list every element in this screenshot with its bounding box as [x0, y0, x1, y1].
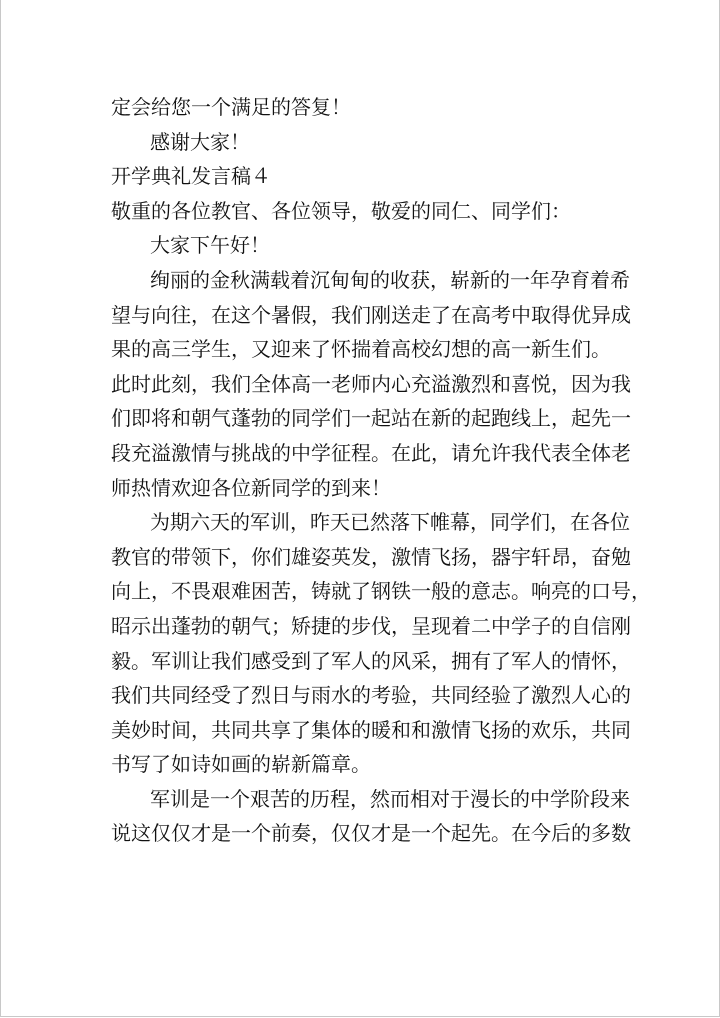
section-heading: 开学典礼发言稿４	[111, 164, 271, 189]
text-line: 此时此刻，我们全体高一老师内心充溢激烈和喜悦，因为我	[111, 371, 631, 396]
text-line: 定会给您一个满足的答复！	[111, 95, 351, 119]
text-line: 教官的带领下，你们雄姿英发，激情飞扬，器宇轩昂，奋勉	[111, 544, 631, 569]
salutation: 敬重的各位教官、各位领导，敬爱的同仁、同学们：	[111, 198, 571, 223]
text-line: 绚丽的金秋满载着沉甸甸的收获，崭新的一年孕育着希	[150, 267, 630, 292]
text-line: 美妙时间，共同共享了集体的暖和和激情飞扬的欢乐，共同	[111, 717, 631, 742]
text-line: 感谢大家！	[150, 129, 250, 154]
text-line: 毅。军训让我们感受到了军人的风采，拥有了军人的情怀，	[111, 648, 631, 673]
text-line: 师热情欢迎各位新同学的到来！	[111, 475, 391, 500]
text-line: 军训是一个艰苦的历程，然而相对于漫长的中学阶段来	[150, 786, 630, 811]
text-line: 为期六天的军训，昨天已然落下帷幕，同学们，在各位	[150, 510, 630, 535]
text-line: 段充溢激情与挑战的中学征程。在此，请允许我代表全体老	[111, 440, 631, 465]
document-body	[111, 90, 651, 851]
text-line: 果的高三学生，又迎来了怀揣着高校幻想的高一新生们。	[111, 337, 611, 362]
text-line: 望与向往，在这个暑假，我们刚送走了在高考中取得优异成	[111, 302, 631, 327]
text-line: 说这仅仅才是一个前奏，仅仅才是一个起先。在今后的多数	[111, 821, 631, 846]
text-line: 向上，不畏艰难困苦，铸就了钢铁一般的意志。响亮的口号，	[111, 579, 651, 604]
text-line: 昭示出蓬勃的朝气；矫捷的步伐，呈现着二中学子的自信刚	[111, 613, 631, 638]
text-line: 书写了如诗如画的崭新篇章。	[111, 752, 371, 777]
text-line: 们即将和朝气蓬勃的同学们一起站在新的起跑线上，起先一	[111, 406, 631, 431]
text-line: 我们共同经受了烈日与雨水的考验，共同经验了激烈人心的	[111, 683, 631, 708]
greeting: 大家下午好！	[150, 233, 270, 258]
